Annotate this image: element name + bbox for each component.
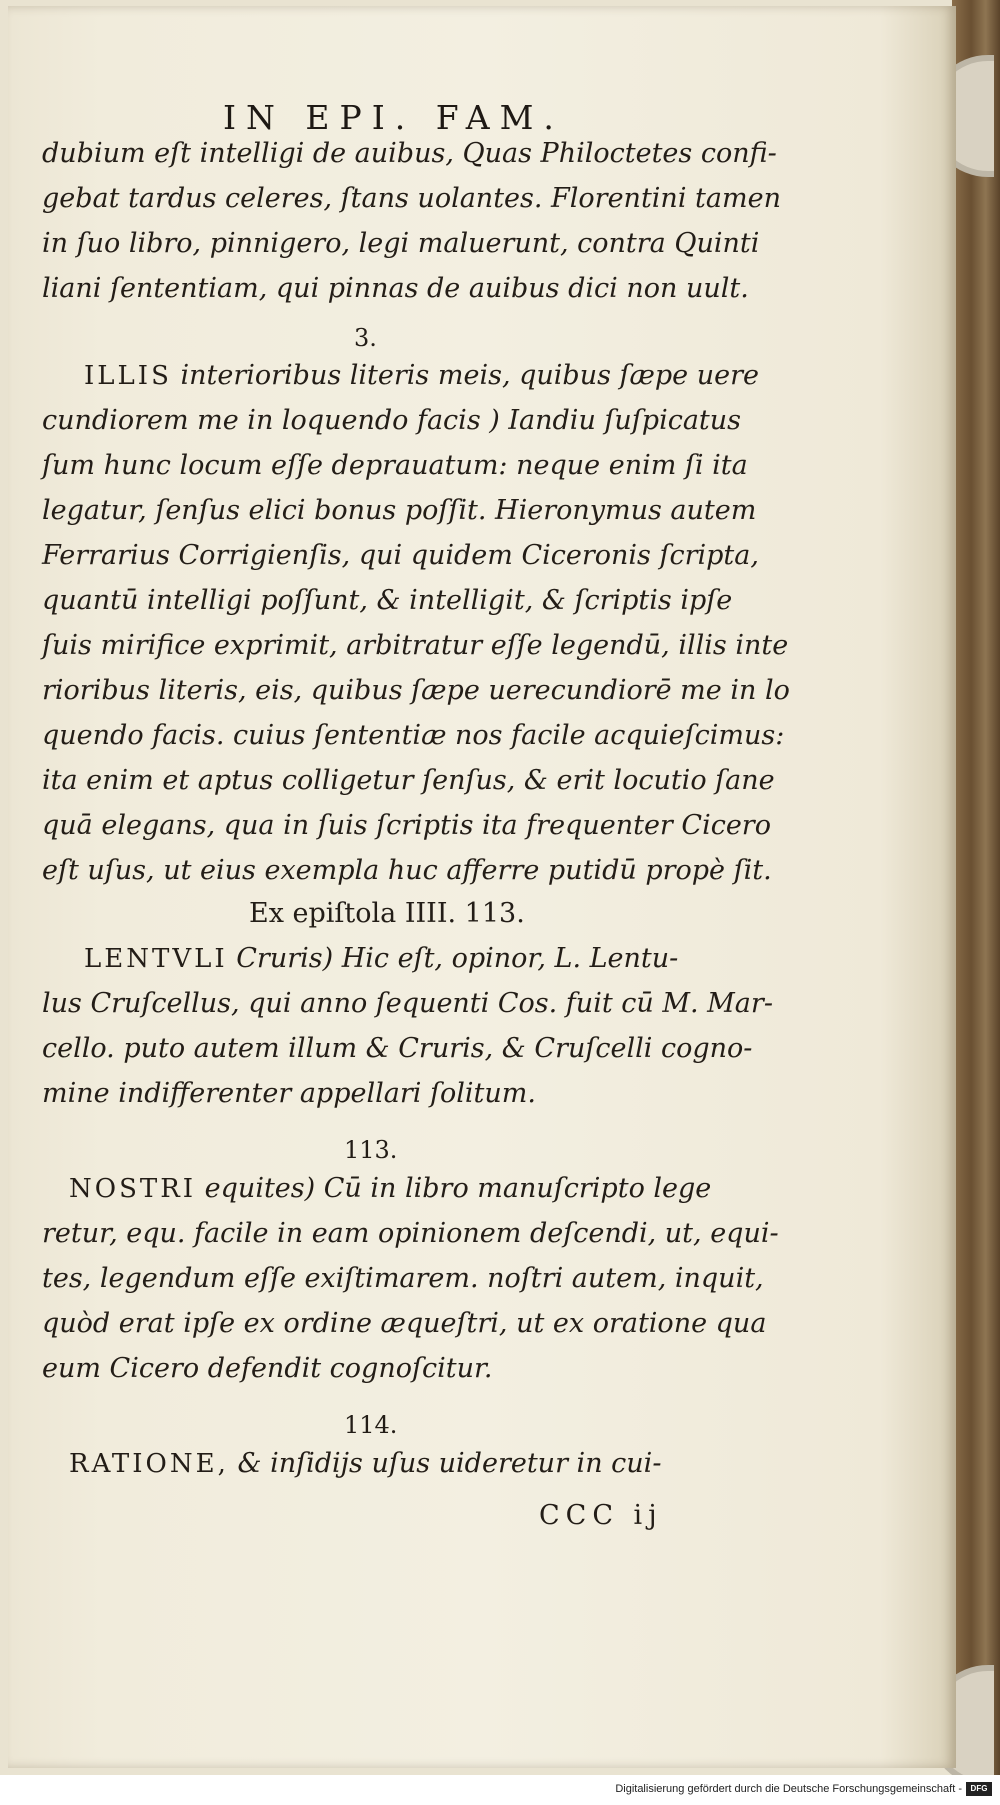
text-line: ſum hunc locum eſſe deprauatum: neque enim ſi ita xyxy=(42,450,748,481)
text-line xyxy=(69,1446,661,1482)
lemma-text: & inſidijs uſus uideretur in cui- xyxy=(237,1448,662,1479)
lemma-caps: NOSTRI xyxy=(69,1174,197,1204)
text-line: rioribus literis, eis, quibus ſæpe uerecundiorē me in lo xyxy=(42,675,790,706)
text-line: quā elegans, qua in ſuis ſcriptis ita frequenter Cicero xyxy=(42,810,771,841)
text-line: quòd erat ipſe ex ordine æqueſtri, ut ex oratione qua xyxy=(42,1308,767,1339)
book-page xyxy=(8,6,956,1768)
text-line xyxy=(84,358,759,394)
text-line: cello. puto autem illum & Cruris, & Cruſcelli cogno- xyxy=(42,1033,753,1064)
signature-mark: CCC ij xyxy=(539,1500,663,1531)
text-line xyxy=(84,941,678,977)
epistola-heading: Ex epiſtola IIII. 113. xyxy=(249,898,525,929)
lemma-text: interioribus literis meis, quibus ſæpe uere xyxy=(180,360,759,391)
book-edge xyxy=(952,0,1000,1775)
section-number: 3. xyxy=(354,324,377,352)
section-number: 114. xyxy=(344,1411,398,1439)
text-line: in ſuo libro, pinnigero, legi maluerunt, contra Quinti xyxy=(42,228,760,259)
text-line: quantū intelligi poſſunt, & intelligit, & ſcriptis ipſe xyxy=(42,585,733,616)
text-line: mine indifferenter appellari ſolitum. xyxy=(42,1078,536,1109)
text-line xyxy=(69,1171,711,1207)
text-line: gebat tardus celeres, ſtans uolantes. Florentini tamen xyxy=(42,183,781,214)
text-line: legatur, ſenſus elici bonus poſſit. Hieronymus autem xyxy=(42,495,757,526)
text-line: dubium eſt intelligi de auibus, Quas Philoctetes confi- xyxy=(42,138,777,169)
text-line: ita enim et aptus colligetur ſenſus, & erit locutio ſane xyxy=(42,765,775,796)
lemma-caps: ILLIS xyxy=(84,361,172,391)
footer-credit: Digitalisierung gefördert durch die Deutsche Forschungsgemeinschaft - xyxy=(615,1783,962,1795)
lemma-text: Cruris) Hic eſt, opinor, L. Lentu- xyxy=(236,943,679,974)
lemma-text: equites) Cū in libro manuſcripto lege xyxy=(204,1173,712,1204)
lemma-caps: LENTVLI xyxy=(84,944,228,974)
running-header: IN EPI. FAM. xyxy=(223,98,564,137)
text-line: tes, legendum eſſe exiſtimarem. noſtri autem, inquit, xyxy=(42,1263,764,1294)
digitization-footer xyxy=(0,1775,1000,1805)
text-line: cundiorem me in loquendo facis ) Iandiu ſuſpicatus xyxy=(42,405,742,436)
text-line: lus Cruſcellus, qui anno ſequenti Cos. fuit cū M. Mar- xyxy=(42,988,773,1019)
text-line: Ferrarius Corrigienſis, qui quidem Ciceronis ſcripta, xyxy=(42,540,759,571)
text-line: quendo facis. cuius ſententiæ nos facile acquieſcimus: xyxy=(42,720,785,751)
text-line: liani ſententiam, qui pinnas de auibus dici non uult. xyxy=(42,273,749,304)
text-line: retur, equ. facile in eam opinionem deſcendi, ut, equi- xyxy=(42,1218,779,1249)
lemma-caps: RATIONE, xyxy=(69,1449,229,1479)
text-line: ſuis mirifice exprimit, arbitratur eſſe legendū, illis inte xyxy=(42,630,789,661)
text-line: eum Cicero defendit cognoſcitur. xyxy=(42,1353,493,1384)
dfg-logo: DFG xyxy=(966,1782,992,1796)
text-line: eſt uſus, ut eius exempla huc afferre putidū propè ſit. xyxy=(42,855,772,886)
section-number: 113. xyxy=(344,1136,398,1164)
